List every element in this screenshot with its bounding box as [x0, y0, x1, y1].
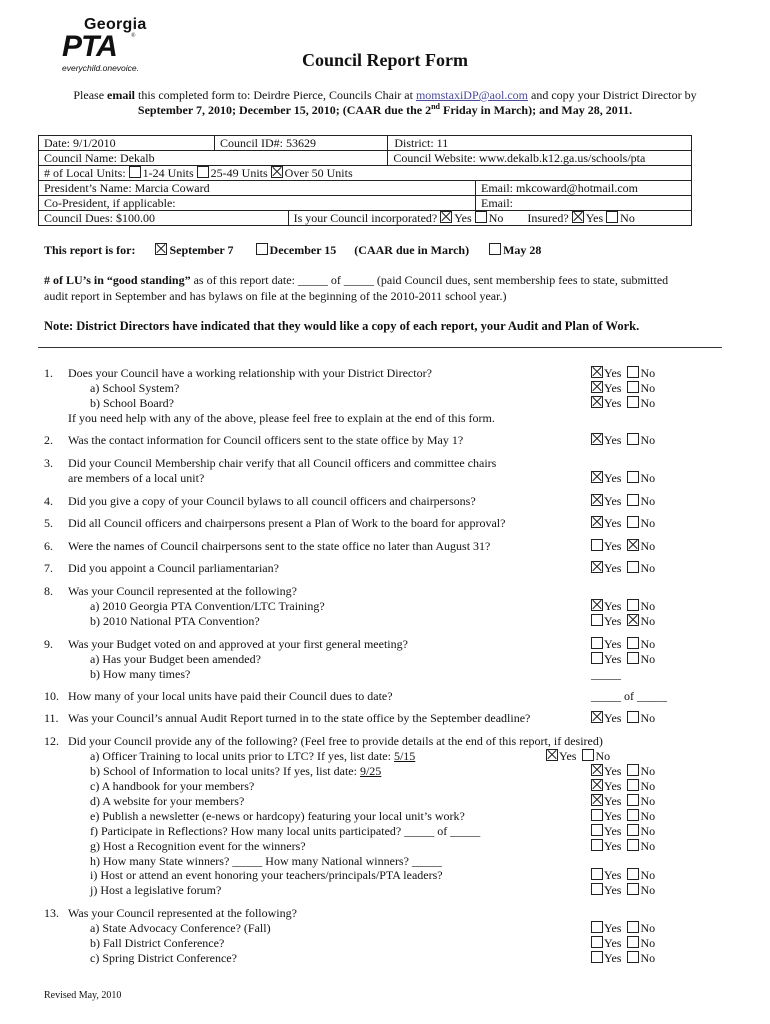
yes-checkbox[interactable]	[591, 764, 603, 776]
council-info-table	[38, 135, 692, 226]
no-label: No	[640, 381, 656, 395]
no-checkbox[interactable]	[627, 652, 639, 664]
no-label: No	[640, 471, 656, 485]
question-text	[68, 689, 393, 704]
logo-georgia-text: Georgia	[84, 16, 147, 33]
report-dec15-checkbox[interactable]	[256, 243, 268, 255]
no-label: No	[640, 779, 656, 793]
yes-checkbox[interactable]	[591, 951, 603, 963]
question-label: Were the names of Council chairpersons sent to the state office no later than August 31?	[68, 539, 491, 553]
question-text	[90, 396, 174, 411]
question-label: Did your Council provide any of the following? (Feel free to provide details at the end of this report, if desired)	[68, 734, 603, 748]
yes-label: Yes	[604, 951, 622, 965]
yes-checkbox[interactable]	[591, 396, 603, 408]
question-number: 8.	[44, 584, 53, 598]
question-label: Did you give a copy of your Council bylaws to all council officers and chairpersons?	[68, 494, 476, 508]
question-label: Does your Council have a working relationship with your District Director?	[68, 366, 432, 380]
yes-checkbox[interactable]	[591, 637, 603, 649]
no-checkbox[interactable]	[627, 516, 639, 528]
yes-no-answer	[591, 883, 655, 898]
question-text	[90, 883, 221, 898]
no-checkbox[interactable]	[627, 614, 639, 626]
question-label: g) Host a Recognition event for the winners?	[90, 839, 306, 853]
question-number: 6.	[44, 539, 53, 553]
question-number: 12.	[44, 734, 59, 748]
list-date-value: 5/15	[393, 749, 416, 763]
yes-label: Yes	[604, 936, 622, 950]
yes-no-answer	[591, 809, 655, 824]
copresident-email-cell: Email:	[476, 196, 692, 211]
yes-label: Yes	[604, 824, 622, 838]
no-label: No	[640, 921, 656, 935]
yes-label: Yes	[604, 764, 622, 778]
question-number: 4.	[44, 494, 53, 508]
no-label: No	[640, 652, 656, 666]
president-email-cell: Email: mkcoward@hotmail.com	[476, 181, 692, 196]
yes-no-answer	[591, 936, 655, 951]
yes-no-answer	[591, 366, 655, 381]
no-checkbox[interactable]	[582, 749, 594, 761]
divider	[38, 347, 722, 348]
yes-checkbox[interactable]	[591, 516, 603, 528]
question-text	[90, 667, 190, 682]
question-text	[68, 539, 490, 554]
yes-no-answer	[591, 614, 655, 629]
question-text	[90, 779, 254, 794]
question-text	[90, 381, 179, 396]
question-text	[68, 471, 204, 486]
question-text	[68, 411, 495, 426]
yes-label: Yes	[604, 516, 622, 530]
question-text	[68, 516, 505, 531]
district-cell: District: 11	[388, 136, 692, 151]
question-text	[68, 456, 496, 471]
yes-label: Yes	[604, 614, 622, 628]
yes-label: Yes	[604, 471, 622, 485]
no-label: No	[640, 433, 656, 447]
question-label: Did your Council Membership chair verify that all Council officers and committee chairs	[68, 456, 497, 470]
footer-revised: Revised May, 2010	[44, 990, 122, 1001]
no-checkbox[interactable]	[627, 883, 639, 895]
logo-tagline: everychild.onevoice.	[62, 63, 140, 73]
question-text	[90, 614, 260, 629]
report-for-row: This report is for: September 7 December 15 (CAAR due in March) May 28	[44, 243, 542, 257]
no-label: No	[595, 749, 611, 763]
yes-checkbox[interactable]	[591, 433, 603, 445]
incorporated-cell: Is your Council incorporated? Yes No Insured? Yes No	[288, 211, 691, 226]
question-text	[68, 584, 297, 599]
yes-label: Yes	[604, 711, 622, 725]
question-label: Was your Council’s annual Audit Report turned in to the state office by the September deadline?	[68, 711, 531, 725]
question-text	[68, 637, 408, 652]
yes-no-answer	[591, 711, 655, 726]
no-checkbox[interactable]	[627, 921, 639, 933]
yes-no-answer	[591, 764, 655, 779]
yes-no-answer	[591, 794, 655, 809]
yes-checkbox[interactable]	[591, 494, 603, 506]
yes-label: Yes	[604, 396, 622, 410]
yes-checkbox[interactable]	[591, 652, 603, 664]
yes-label: Yes	[604, 539, 622, 553]
no-label: No	[640, 951, 656, 965]
yes-checkbox[interactable]	[591, 614, 603, 626]
question-label: j) Host a legislative forum?	[90, 883, 222, 897]
question-number: 1.	[44, 366, 53, 380]
question-label: are members of a local unit?	[68, 471, 205, 485]
yes-label: Yes	[604, 637, 622, 651]
email-link[interactable]: momstaxiDP@aol.com	[415, 88, 528, 102]
insured-no-checkbox[interactable]	[606, 211, 618, 223]
yes-no-answer	[591, 433, 655, 448]
question-label: d) A website for your members?	[90, 794, 245, 808]
question-label: e) Publish a newsletter (e-news or hardcopy) featuring your local unit’s work?	[90, 809, 465, 823]
yes-checkbox[interactable]	[591, 868, 603, 880]
yes-checkbox[interactable]	[591, 883, 603, 895]
question-text	[90, 854, 442, 869]
note-text: Note: District Directors have indicated that they would like a copy of each report, your Audit and Plan of Work.	[44, 319, 640, 333]
question-label: b) Fall District Conference?	[90, 936, 225, 950]
yes-label: Yes	[604, 652, 622, 666]
question-text	[68, 366, 432, 381]
no-label: No	[640, 764, 656, 778]
no-checkbox[interactable]	[627, 433, 639, 445]
question-label: a) 2010 Georgia PTA Convention/LTC Training?	[90, 599, 325, 613]
date-cell: Date: 9/1/2010	[39, 136, 215, 151]
yes-no-answer	[546, 749, 610, 764]
yes-no-answer	[591, 471, 655, 486]
no-checkbox[interactable]	[627, 599, 639, 611]
yes-label: Yes	[604, 868, 622, 882]
yes-checkbox[interactable]	[591, 561, 603, 573]
question-number: 2.	[44, 433, 53, 447]
question-text	[68, 906, 297, 921]
question-number: 7.	[44, 561, 53, 575]
question-number: 9.	[44, 637, 53, 651]
question-label: Was your Budget voted on and approved at your first general meeting?	[68, 637, 408, 651]
question-text	[90, 809, 465, 824]
question-number: 5.	[44, 516, 53, 530]
no-checkbox[interactable]	[627, 396, 639, 408]
question-text	[90, 839, 306, 854]
website-cell: Council Website: www.dekalb.k12.ga.us/schools/pta	[388, 151, 692, 166]
yes-checkbox[interactable]	[591, 921, 603, 933]
lus-line2: audit report in September and has bylaws on file at the beginning of the 2010-2011 school year.)	[44, 289, 507, 303]
no-checkbox[interactable]	[627, 824, 639, 836]
question-number: 3.	[44, 456, 53, 470]
yes-label: Yes	[559, 749, 577, 763]
yes-no-answer	[591, 652, 655, 667]
logo-trademark: ®	[131, 33, 136, 39]
question-label: a) State Advocacy Conference? (Fall)	[90, 921, 271, 935]
yes-label: Yes	[604, 839, 622, 853]
no-checkbox[interactable]	[627, 764, 639, 776]
no-checkbox[interactable]	[627, 711, 639, 723]
yes-checkbox[interactable]	[591, 779, 603, 791]
no-label: No	[640, 516, 656, 530]
no-checkbox[interactable]	[627, 381, 639, 393]
units-over-50-checkbox[interactable]	[271, 166, 283, 178]
yes-label: Yes	[604, 809, 622, 823]
question-text	[90, 764, 381, 779]
no-checkbox[interactable]	[627, 366, 639, 378]
yes-no-answer	[591, 637, 655, 652]
yes-checkbox[interactable]	[591, 599, 603, 611]
no-checkbox[interactable]	[627, 471, 639, 483]
dues-cell: Council Dues: $100.00	[39, 211, 289, 226]
report-may28-checkbox[interactable]	[489, 243, 501, 255]
yes-label: Yes	[604, 794, 622, 808]
no-checkbox[interactable]	[627, 868, 639, 880]
question-label: i) Host or attend an event honoring your teachers/principals/PTA leaders?	[90, 868, 443, 882]
no-checkbox[interactable]	[627, 951, 639, 963]
question-label: h) How many State winners? _____ How many National winners? _____	[90, 854, 442, 868]
question-text	[68, 734, 603, 749]
answer-blank: _____	[591, 667, 621, 681]
yes-checkbox[interactable]	[591, 824, 603, 836]
yes-no-answer	[591, 561, 655, 576]
question-label: Was the contact information for Council officers sent to the state office by May 1?	[68, 433, 464, 447]
no-label: No	[640, 561, 656, 575]
answer-blank: _____ of _____	[591, 689, 667, 703]
no-label: No	[640, 599, 656, 613]
question-label: b) How many times?	[90, 667, 191, 681]
no-label: No	[640, 539, 656, 553]
question-label: Did you appoint a Council parliamentarian?	[68, 561, 279, 575]
report-for-label: This report is for:	[44, 243, 136, 257]
yes-label: Yes	[604, 561, 622, 575]
council-name-cell: Council Name: Dekalb	[39, 151, 388, 166]
yes-checkbox[interactable]	[591, 381, 603, 393]
question-text	[90, 652, 261, 667]
yes-no-answer	[591, 494, 655, 509]
no-label: No	[640, 868, 656, 882]
yes-checkbox[interactable]	[591, 539, 603, 551]
no-checkbox[interactable]	[627, 637, 639, 649]
copresident-cell: Co-President, if applicable:	[39, 196, 476, 211]
question-text	[90, 824, 480, 839]
yes-checkbox[interactable]	[546, 749, 558, 761]
units-25-49-checkbox[interactable]	[197, 166, 209, 178]
yes-no-answer	[591, 599, 655, 614]
no-checkbox[interactable]	[627, 779, 639, 791]
no-label: No	[640, 883, 656, 897]
question-label: c) A handbook for your members?	[90, 779, 255, 793]
no-checkbox[interactable]	[627, 494, 639, 506]
question-label: Was your Council represented at the following?	[68, 906, 297, 920]
no-label: No	[640, 366, 656, 380]
yes-label: Yes	[604, 366, 622, 380]
incorporated-no-checkbox[interactable]	[475, 211, 487, 223]
no-label: No	[640, 824, 656, 838]
yes-checkbox[interactable]	[591, 839, 603, 851]
instructions-line1: Please email this completed form to: Deirdre Pierce, Councils Chair at momstaxiDP@aol.com and copy your District Director by	[73, 88, 697, 102]
local-units-cell: # of Local Units: 1-24 Units 25-49 Units Over 50 Units	[39, 166, 692, 181]
yes-no-answer	[591, 779, 655, 794]
page-title: Council Report Form	[302, 50, 468, 70]
question-text	[90, 794, 244, 809]
lus-line1: # of LU’s in “good standing” as of this report date: _____ of _____ (paid Council dues, sent membership fees to state, submitted	[44, 273, 669, 287]
question-label: a) Officer Training to local units prior to LTC? If yes, list date:	[90, 749, 394, 763]
question-text	[68, 711, 530, 726]
yes-checkbox[interactable]	[591, 711, 603, 723]
no-label: No	[640, 711, 656, 725]
question-number: 13.	[44, 906, 59, 920]
no-checkbox[interactable]	[627, 936, 639, 948]
yes-no-answer	[591, 516, 655, 531]
list-date-value: 9/25	[359, 764, 382, 778]
yes-no-answer	[591, 921, 655, 936]
yes-checkbox[interactable]	[591, 809, 603, 821]
no-label: No	[640, 839, 656, 853]
question-label: c) Spring District Conference?	[90, 951, 237, 965]
question-text	[90, 921, 271, 936]
yes-label: Yes	[604, 433, 622, 447]
yes-no-answer	[591, 868, 655, 883]
no-label: No	[640, 494, 656, 508]
no-checkbox[interactable]	[627, 561, 639, 573]
no-checkbox[interactable]	[627, 839, 639, 851]
yes-checkbox[interactable]	[591, 366, 603, 378]
yes-checkbox[interactable]	[591, 936, 603, 948]
yes-no-answer	[591, 381, 655, 396]
question-label: How many of your local units have paid their Council dues to date?	[68, 689, 393, 703]
question-label: Was your Council represented at the following?	[68, 584, 297, 598]
logo-pta-text: PTA	[62, 30, 117, 63]
yes-checkbox[interactable]	[591, 794, 603, 806]
question-text	[90, 868, 443, 883]
question-text	[90, 599, 325, 614]
question-number: 10.	[44, 689, 59, 703]
yes-label: Yes	[604, 883, 622, 897]
president-cell: President’s Name: Marcia Coward	[39, 181, 476, 196]
yes-no-answer	[591, 824, 655, 839]
report-sep7-checkbox[interactable]	[155, 243, 167, 255]
question-text	[90, 936, 224, 951]
no-checkbox[interactable]	[627, 809, 639, 821]
question-text	[68, 561, 279, 576]
yes-no-answer	[591, 839, 655, 854]
yes-label: Yes	[604, 599, 622, 613]
no-label: No	[640, 396, 656, 410]
yes-no-answer	[591, 396, 655, 411]
yes-label: Yes	[604, 494, 622, 508]
question-label: a) Has your Budget been amended?	[90, 652, 261, 666]
yes-no-answer	[591, 951, 655, 966]
no-label: No	[640, 809, 656, 823]
question-label: b) 2010 National PTA Convention?	[90, 614, 260, 628]
yes-no-answer	[591, 539, 655, 554]
yes-label: Yes	[604, 779, 622, 793]
question-text	[90, 749, 415, 764]
insured-yes-checkbox[interactable]	[572, 211, 584, 223]
no-checkbox[interactable]	[627, 794, 639, 806]
question-text	[68, 433, 463, 448]
yes-label: Yes	[604, 381, 622, 395]
question-number: 11.	[44, 711, 59, 725]
no-label: No	[640, 794, 656, 808]
no-label: No	[640, 637, 656, 651]
yes-checkbox[interactable]	[591, 471, 603, 483]
question-label: Did all Council officers and chairpersons present a Plan of Work to the board for approval?	[68, 516, 506, 530]
units-1-24-checkbox[interactable]	[129, 166, 141, 178]
question-label: b) School of Information to local units? If yes, list date:	[90, 764, 360, 778]
no-label: No	[640, 936, 656, 950]
question-text	[68, 494, 476, 509]
question-text	[90, 951, 237, 966]
no-label: No	[640, 614, 656, 628]
question-label: a) School System?	[90, 381, 180, 395]
question-label: If you need help with any of the above, please feel free to explain at the end of this form.	[68, 411, 495, 425]
question-label: f) Participate in Reflections? How many local units participated? _____ of _____	[90, 824, 481, 838]
no-checkbox[interactable]	[627, 539, 639, 551]
instructions-line2: September 7, 2010; December 15, 2010; (CAAR due the 2nd Friday in March); and May 28, 2011.	[137, 102, 633, 117]
council-id-cell: Council ID#: 53629	[215, 136, 388, 151]
yes-label: Yes	[604, 921, 622, 935]
question-label: b) School Board?	[90, 396, 174, 410]
incorporated-yes-checkbox[interactable]	[440, 211, 452, 223]
